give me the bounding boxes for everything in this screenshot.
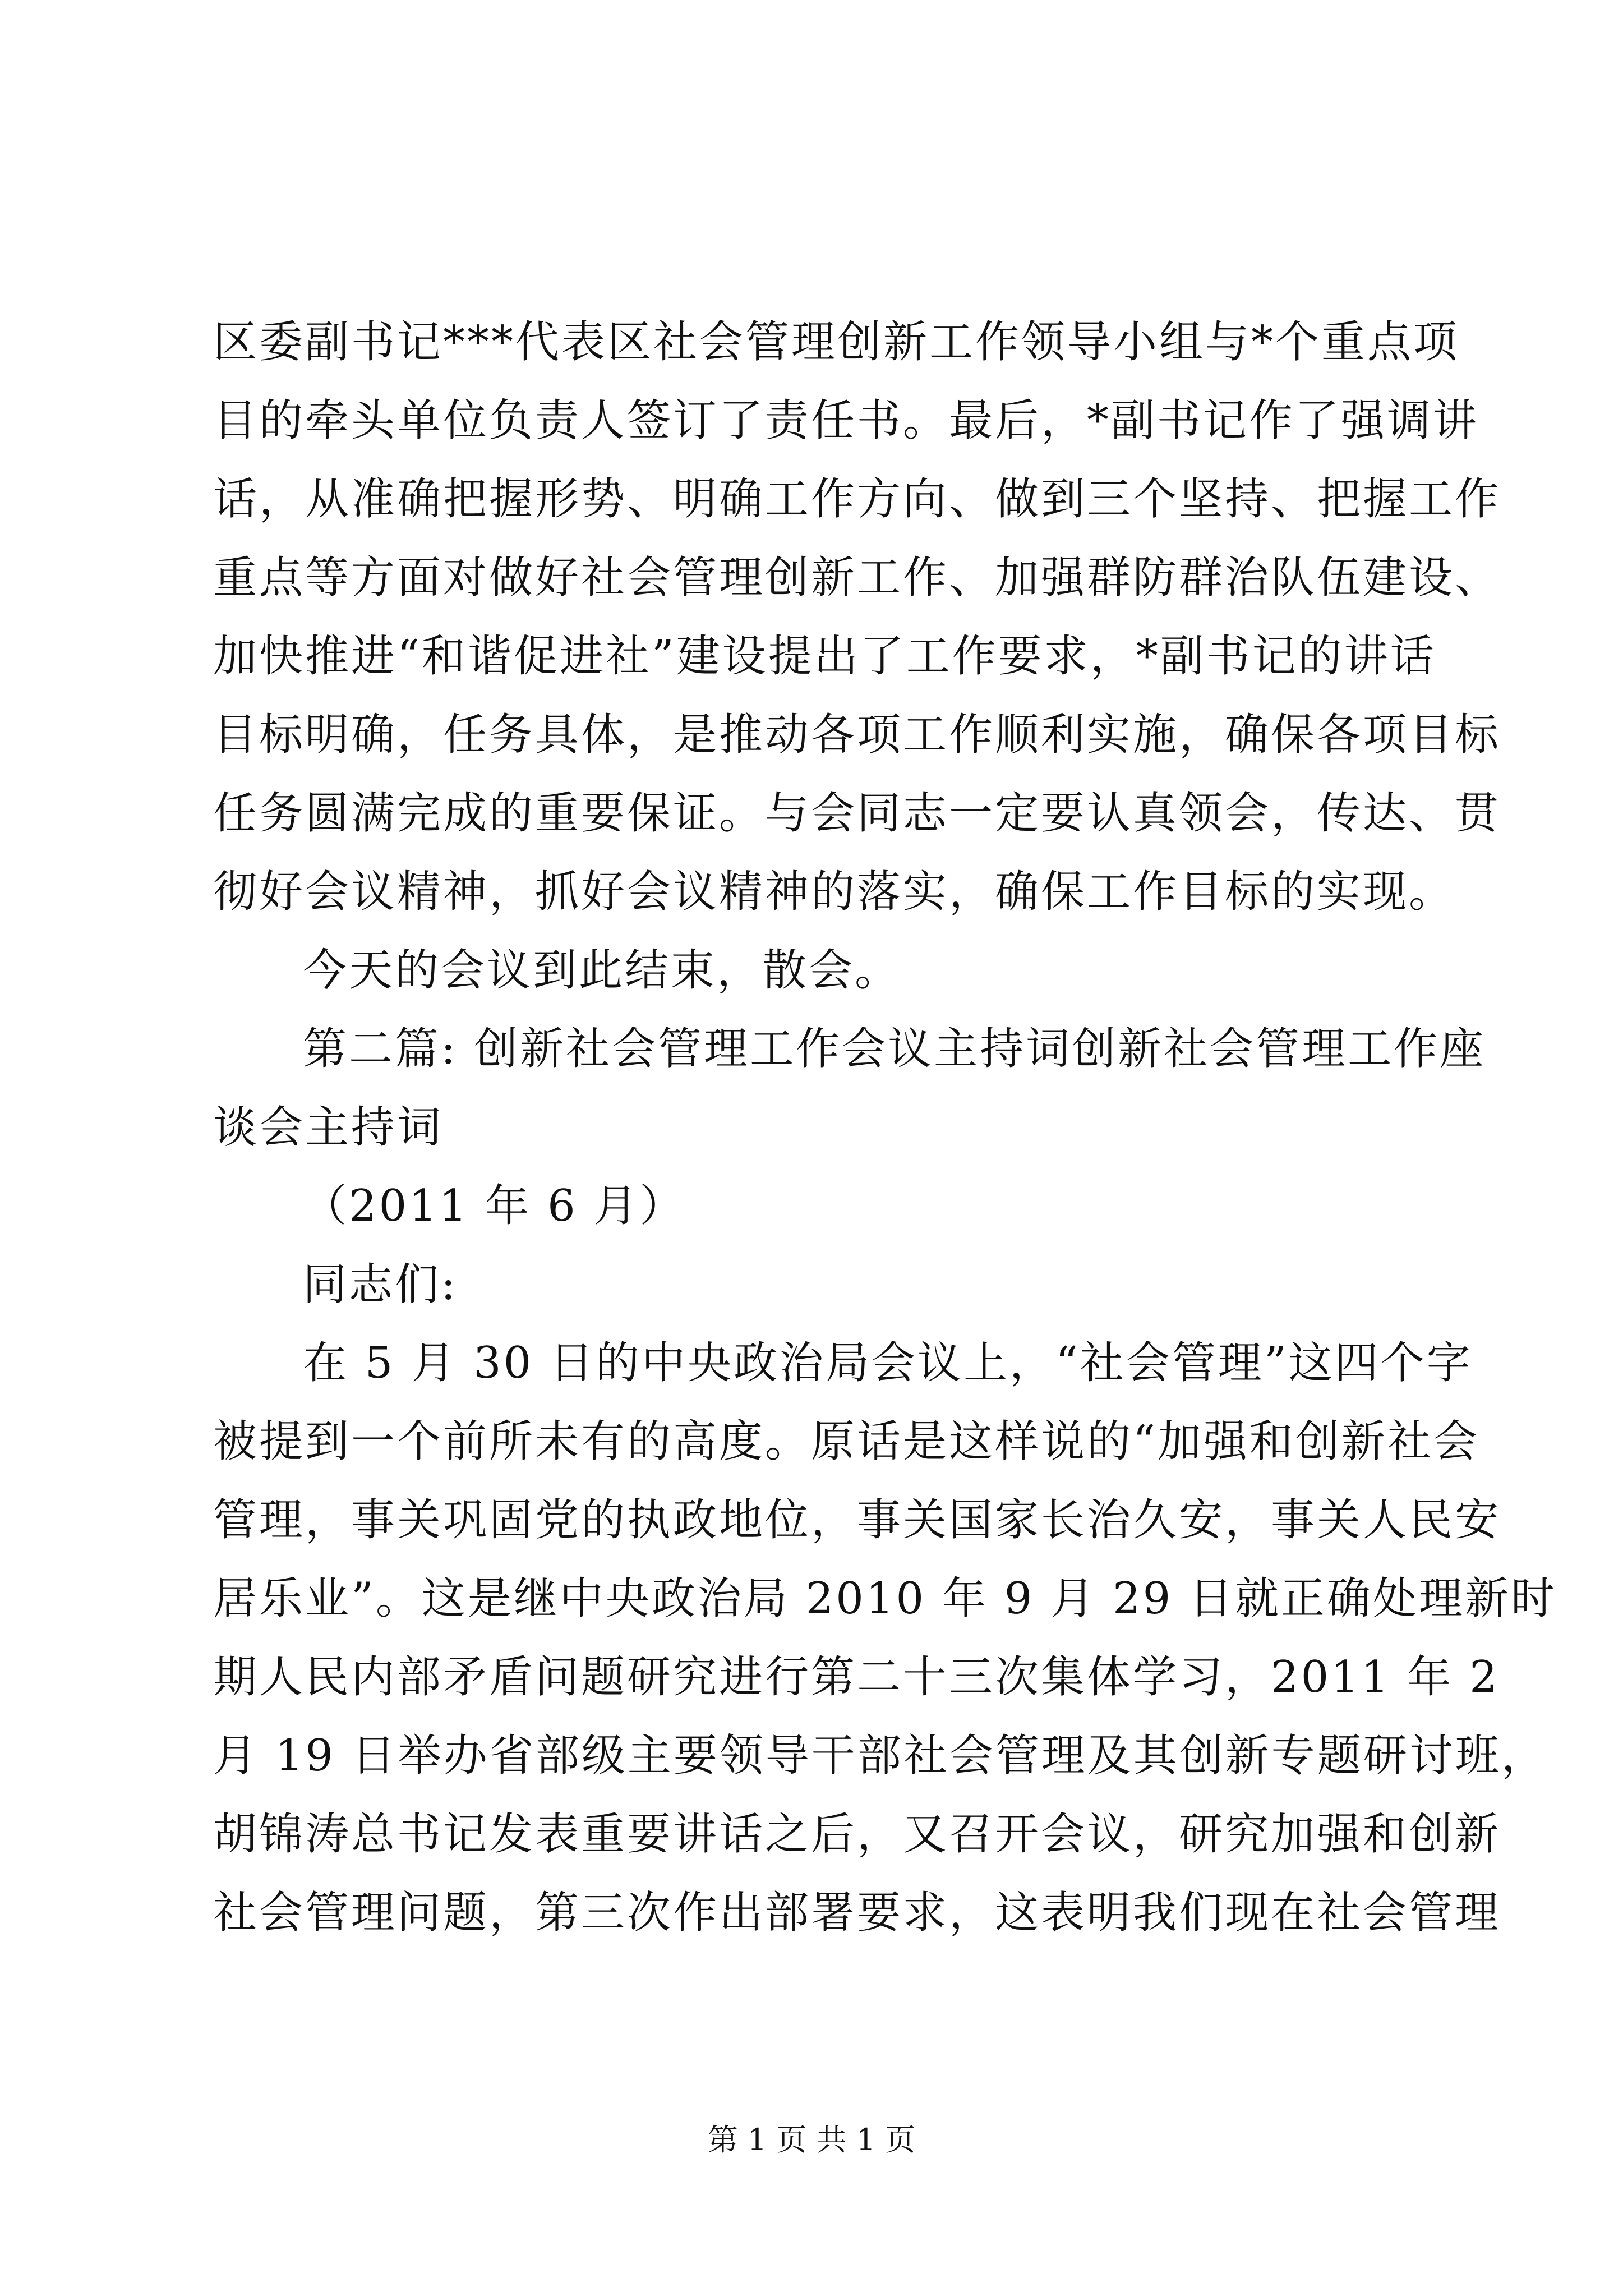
text-line: 胡锦涛总书记发表重要讲话之后，又召开会议，研究加强和创新 xyxy=(213,1809,1501,1860)
text-line: 被提到一个前所未有的高度。原话是这样说的“加强和创新社会 xyxy=(213,1416,1479,1467)
text-line: 目标明确，任务具体，是推动各项工作顺利实施，确保各项目标 xyxy=(213,710,1501,760)
text-line: 期人民内部矛盾问题研究进行第二十三次集体学习，2011 年 2 xyxy=(213,1652,1500,1703)
date-line: （2011 年 6 月） xyxy=(303,1181,686,1231)
text-line: 区委副书记***代表区社会管理创新工作领导小组与*个重点项 xyxy=(213,317,1460,367)
section-heading-continued: 谈会主持词 xyxy=(213,1102,444,1153)
text-line: 管理，事关巩固党的执政地位，事关国家长治久安，事关人民安 xyxy=(213,1495,1501,1545)
text-line: 月 19 日举办省部级主要领导干部社会管理及其创新专题研讨班， xyxy=(213,1731,1547,1781)
text-line: 今天的会议到此结束，散会。 xyxy=(303,945,901,996)
text-line: 加快推进“和谐促进社”建设提出了工作要求，*副书记的讲话 xyxy=(213,631,1436,682)
section-heading: 第二篇: 创新社会管理工作会议主持词创新社会管理工作座 xyxy=(303,1024,1486,1074)
salutation: 同志们: xyxy=(303,1259,458,1310)
text-line: 话，从准确把握形势、明确工作方向、做到三个坚持、把握工作 xyxy=(213,474,1501,524)
text-line: 社会管理问题，第三次作出部署要求，这表明我们现在社会管理 xyxy=(213,1888,1501,1938)
text-line: 在 5 月 30 日的中央政治局会议上，“社会管理”这四个字 xyxy=(303,1338,1473,1388)
page-footer: 第 1 页 共 1 页 xyxy=(707,2122,916,2157)
text-line: 重点等方面对做好社会管理创新工作、加强群防群治队伍建设、 xyxy=(213,553,1501,603)
text-line: 目的牵头单位负责人签订了责任书。最后，*副书记作了强调讲 xyxy=(213,395,1479,446)
text-line: 彻好会议精神，抓好会议精神的落实，确保工作目标的实现。 xyxy=(213,867,1455,917)
text-line: 任务圆满完成的重要保证。与会同志一定要认真领会，传达、贯 xyxy=(213,788,1501,839)
text-line: 居乐业”。这是继中央政治局 2010 年 9 月 29 日就正确处理新时 xyxy=(213,1573,1557,1624)
